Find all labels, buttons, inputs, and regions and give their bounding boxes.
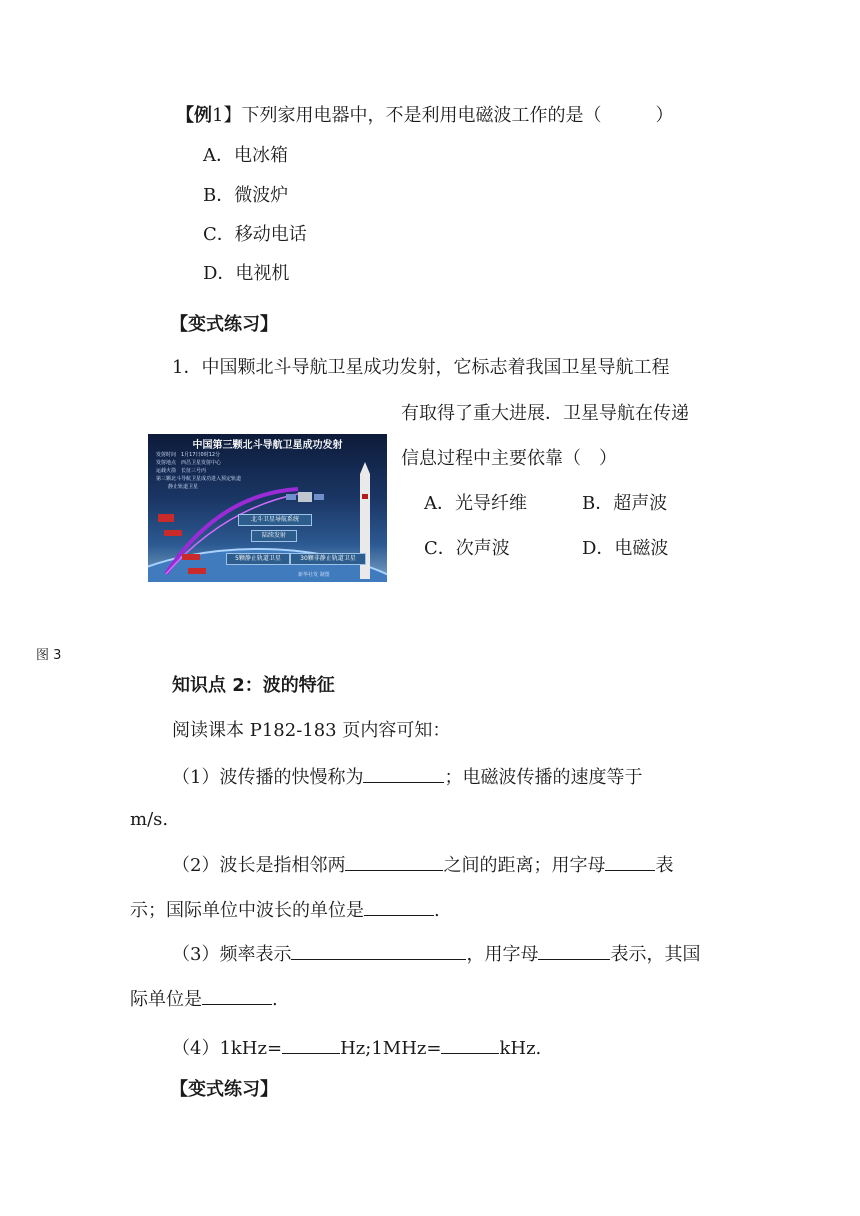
item-3-line (172, 941, 700, 967)
practice-option-a: A．光导纤维 (424, 493, 527, 514)
knowledge-point-2-title: 知识点 2：波的特征 (172, 675, 335, 696)
practice-2-heading: 【变式练习】 (170, 1079, 278, 1100)
option-b: B．微波炉 (203, 185, 289, 206)
blank-frequency-unit[interactable] (202, 986, 272, 1005)
figure-info-1: 发射时间 1月17日0时12分 (156, 452, 221, 458)
figure-info-5: 静止轨道卫星 (168, 484, 199, 490)
item-2-text-d: 示；国际单位中波长的单位是 (130, 900, 364, 921)
figure-box-non-geo: 30颗非静止轨道卫星 (290, 553, 366, 565)
item-1-text-a: （1）波传播的快慢称为 (172, 767, 364, 788)
figure-credit: 新华社发 制图 (298, 572, 330, 578)
item-1-text-b: ；电磁波传播的速度等于 (444, 767, 643, 788)
blank-wavelength-unit[interactable] (364, 897, 434, 916)
figure-caption: 图 3 (36, 648, 62, 663)
item-3-text-a: （3）频率表示 (172, 944, 292, 965)
item-3-text-e: . (272, 989, 278, 1010)
practice-q1-line2: 有取得了重大进展．卫星导航在传递 (401, 403, 689, 424)
option-c: C．移动电话 (203, 224, 307, 245)
item-1-unit: m/s. (130, 809, 169, 830)
blank-khz-to-hz[interactable] (282, 1035, 340, 1054)
example-number: 1】 (212, 105, 242, 126)
practice-option-c: C．次声波 (424, 538, 510, 559)
practice-heading: 【变式练习】 (170, 314, 278, 335)
practice-q1-line3: 信息过程中主要依靠（ ） (401, 448, 617, 469)
item-2-text-a: （2）波长是指相邻两 (172, 855, 346, 876)
option-a: A．电冰箱 (203, 145, 288, 166)
item-2-text-e: . (434, 900, 440, 921)
practice-option-d: D．电磁波 (582, 538, 669, 559)
item-4-line (172, 1035, 541, 1061)
blank-mhz-to-khz[interactable] (441, 1035, 499, 1054)
example-1-question (176, 104, 673, 128)
satellite-icon (286, 492, 324, 502)
item-3-line-2 (130, 986, 278, 1012)
figure-info-2: 发射地点 西昌卫星发射中心 (156, 460, 222, 466)
figure-box-geo: 5颗静止轨道卫星 (226, 553, 290, 565)
question-text: 下列家用电器中，不是利用电磁波工作的是（ ） (241, 105, 674, 126)
figure-info-4: 第三颗北斗导航卫星成功进入预定轨道 (156, 476, 242, 482)
item-3-text-d: 际单位是 (130, 989, 202, 1010)
figure-title: 中国第三颗北斗导航卫星成功发射 (192, 440, 343, 451)
item-2-line (172, 852, 673, 878)
item-3-text-c: 表示，其国 (610, 944, 701, 965)
example-label: 【例 (176, 105, 212, 126)
item-4-text-b: Hz;1MHz= (340, 1038, 442, 1059)
rocket-band (362, 494, 368, 499)
figure-box-system: 北斗卫星导航系统 (238, 514, 312, 526)
figure-box-plan: 陆续发射 (251, 530, 297, 542)
blank-frequency-letter[interactable] (538, 941, 610, 960)
blank-wave-speed[interactable] (363, 764, 444, 783)
item-4-text-a: （4）1kHz= (172, 1038, 283, 1059)
item-2-line-2 (130, 897, 440, 923)
knowledge-intro: 阅读课本 P182-183 页内容可知： (172, 720, 451, 741)
option-d: D．电视机 (203, 263, 290, 284)
item-1-line (172, 764, 642, 790)
blank-wavelength-points[interactable] (345, 852, 443, 871)
blank-wavelength-letter[interactable] (605, 852, 655, 871)
item-2-text-c: 表 (655, 855, 674, 876)
item-2-text-b: 之间的距离；用字母 (443, 855, 606, 876)
item-3-text-b: ，用字母 (466, 944, 539, 965)
blank-frequency-meaning[interactable] (291, 941, 466, 960)
item-4-text-c: kHz. (499, 1038, 542, 1059)
practice-option-b: B．超声波 (582, 493, 668, 514)
figure-info-3: 运载火箭 长征三号丙 (156, 468, 207, 474)
practice-q1-line1: 1．中国颗北斗导航卫星成功发射，它标志着我国卫星导航工程 (172, 357, 670, 378)
satellite-launch-image (148, 434, 387, 582)
